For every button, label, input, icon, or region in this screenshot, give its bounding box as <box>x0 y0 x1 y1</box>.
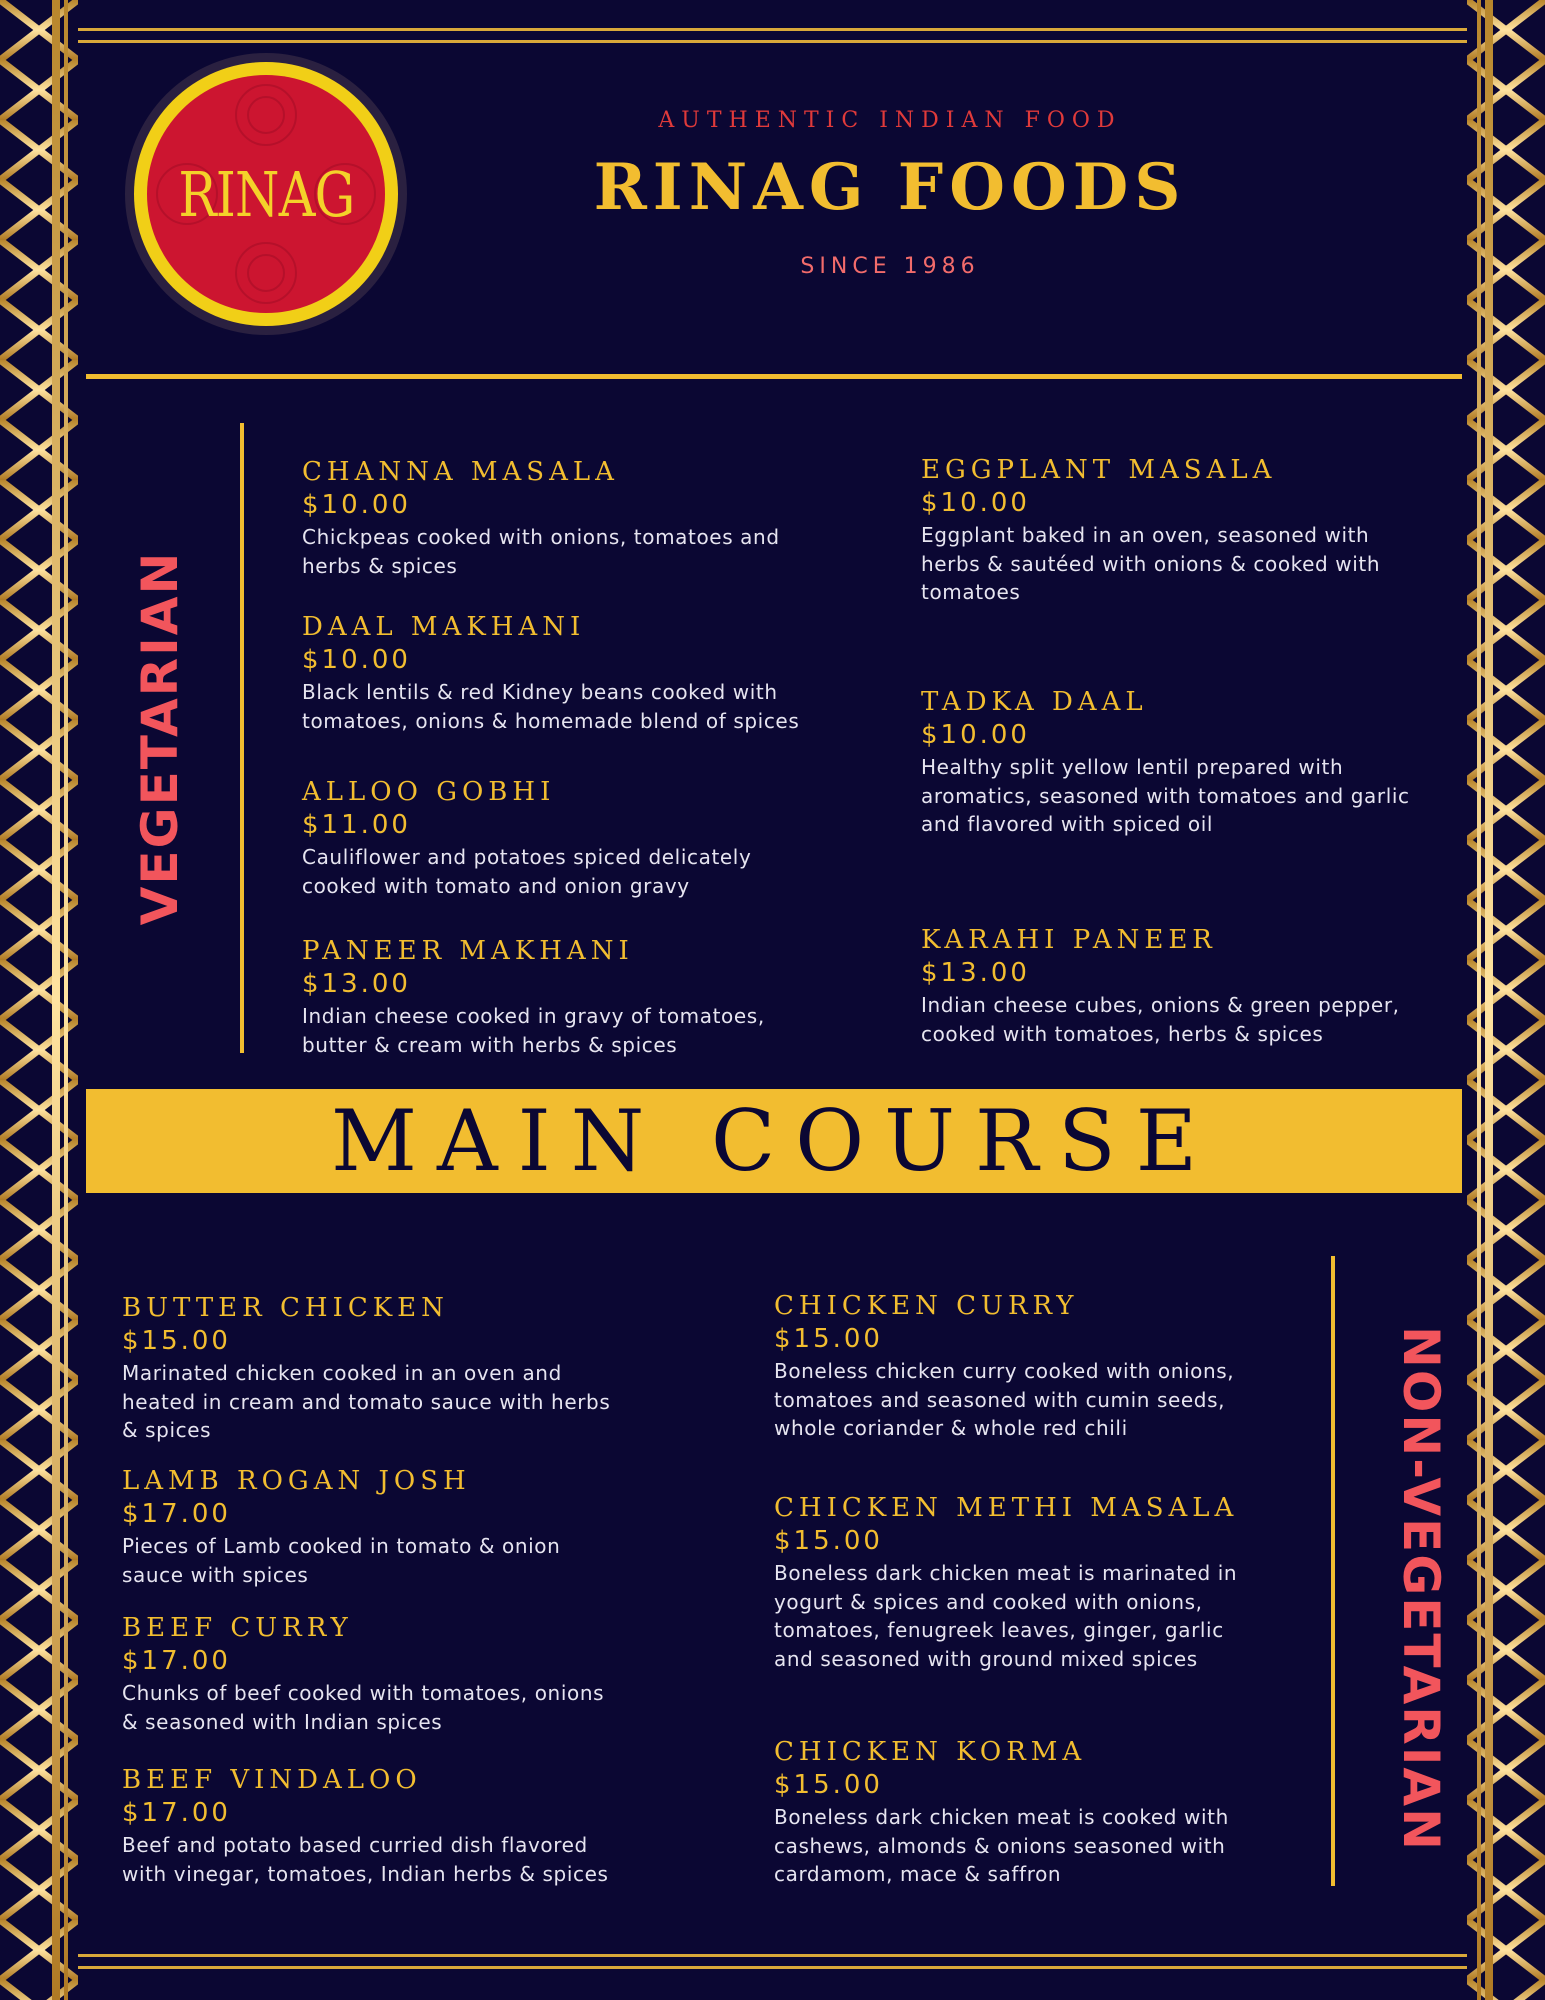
item-name: BEEF VINDALOO <box>122 1765 422 1795</box>
item-name: CHICKEN CURRY <box>774 1291 1079 1321</box>
item-desc: Boneless dark chicken meat is cooked with cashews, almonds & onions seasoned with cardamom, mace & saffron <box>774 1805 1229 1886</box>
logo-text: RINAG <box>177 157 355 231</box>
menu-item-paneer-makhani <box>302 936 765 1059</box>
main-course-title: MAIN COURSE <box>330 1092 1218 1190</box>
menu-item-tadka-daal <box>921 687 1410 839</box>
menu-item-karahi-paneer <box>921 925 1400 1048</box>
item-price: $13.00 <box>921 958 1030 988</box>
item-price: $15.00 <box>122 1326 231 1356</box>
item-desc: Cauliflower and potatoes spiced delicately cooked with tomato and onion gravy <box>302 845 752 898</box>
item-price: $17.00 <box>122 1646 231 1676</box>
since-text: SINCE 1986 <box>800 254 980 279</box>
menu-item-chicken-methi-masala <box>774 1493 1238 1673</box>
item-name: CHANNA MASALA <box>302 457 619 487</box>
item-price: $10.00 <box>921 720 1030 750</box>
brand-title: RINAG FOODS <box>593 150 1187 225</box>
item-price: $15.00 <box>774 1324 883 1354</box>
item-name: DAAL MAKHANI <box>302 612 586 642</box>
item-desc: Black lentils & red Kidney beans cooked with tomatoes, onions & homemade blend of spices <box>302 680 800 733</box>
bottom-border-line <box>78 1966 1467 1969</box>
item-name: BUTTER CHICKEN <box>122 1293 449 1323</box>
menu-item-chicken-curry <box>774 1291 1234 1443</box>
menu-item-butter-chicken <box>122 1293 610 1445</box>
item-desc: Boneless dark chicken meat is marinated in yogurt & spices and cooked with onions, tomatoes, fenugreek leaves, ginger, garlic and seasoned with ground mixed spices <box>774 1561 1238 1671</box>
item-name: KARAHI PANEER <box>921 925 1217 955</box>
menu-item-eggplant-masala <box>921 455 1380 607</box>
non-vegetarian-bar <box>1331 1256 1335 1886</box>
menu-item-alloo-gobhi <box>302 777 751 900</box>
item-name: ALLOO GOBHI <box>302 777 556 807</box>
menu-item-beef-vindaloo <box>122 1765 609 1888</box>
tagline: AUTHENTIC INDIAN FOOD <box>658 108 1122 133</box>
item-name: EGGPLANT MASALA <box>921 455 1277 485</box>
item-price: $17.00 <box>122 1798 231 1828</box>
menu-item-daal-makhani <box>302 612 799 735</box>
item-desc: Pieces of Lamb cooked in tomato & onion sauce with spices <box>122 1534 561 1587</box>
item-price: $15.00 <box>774 1526 883 1556</box>
item-price: $11.00 <box>302 810 411 840</box>
menu-item-chicken-korma <box>774 1737 1229 1889</box>
top-border-line-inner <box>78 40 1467 43</box>
item-price: $10.00 <box>302 490 411 520</box>
item-desc: Marinated chicken cooked in an oven and heated in cream and tomato sauce with herbs & spices <box>122 1361 611 1442</box>
vegetarian-label: VEGETARIAN <box>131 550 189 926</box>
item-desc: Chunks of beef cooked with tomatoes, onions & seasoned with Indian spices <box>122 1681 605 1734</box>
logo-core <box>147 75 385 313</box>
menu-item-beef-curry <box>122 1613 604 1736</box>
vegetarian-bar <box>240 423 244 1053</box>
item-name: CHICKEN KORMA <box>774 1737 1087 1767</box>
item-name: BEEF CURRY <box>122 1613 353 1643</box>
rinag-logo <box>125 53 407 335</box>
item-price: $13.00 <box>302 969 411 999</box>
item-name: TADKA DAAL <box>921 687 1148 717</box>
item-price: $10.00 <box>921 488 1030 518</box>
item-desc: Beef and potato based curried dish flavored with vinegar, tomatoes, Indian herbs & spices <box>122 1833 609 1886</box>
item-desc: Boneless chicken curry cooked with onions, tomatoes and seasoned with cumin seeds, whole coriander & whole red chili <box>774 1359 1235 1440</box>
item-desc: Indian cheese cubes, onions & green pepper, cooked with tomatoes, herbs & spices <box>921 993 1400 1046</box>
item-price: $10.00 <box>302 645 411 675</box>
item-price: $17.00 <box>122 1499 231 1529</box>
main-course-banner <box>86 1089 1462 1193</box>
item-desc: Healthy split yellow lentil prepared with aromatics, seasoned with tomatoes and garlic and flavored with spiced oil <box>921 755 1410 836</box>
item-name: PANEER MAKHANI <box>302 936 634 966</box>
header-divider <box>86 374 1462 379</box>
item-name: LAMB ROGAN JOSH <box>122 1466 471 1496</box>
item-price: $15.00 <box>774 1770 883 1800</box>
menu-item-channa-masala <box>302 457 780 580</box>
top-border-line <box>78 28 1467 31</box>
left-gold-lattice <box>0 0 78 2000</box>
non-vegetarian-label: NON-VEGETARIAN <box>1392 1326 1450 1852</box>
item-desc: Chickpeas cooked with onions, tomatoes and herbs & spices <box>302 525 780 578</box>
item-desc: Indian cheese cooked in gravy of tomatoes, butter & cream with herbs & spices <box>302 1004 765 1057</box>
right-gold-lattice <box>1467 0 1545 2000</box>
item-name: CHICKEN METHI MASALA <box>774 1493 1239 1523</box>
menu-item-lamb-rogan-josh <box>122 1466 560 1589</box>
item-desc: Eggplant baked in an oven, seasoned with herbs & sautéed with onions & cooked with tomatoes <box>921 523 1381 604</box>
logo-ring <box>134 62 398 326</box>
bottom-border-line-inner <box>78 1954 1467 1957</box>
